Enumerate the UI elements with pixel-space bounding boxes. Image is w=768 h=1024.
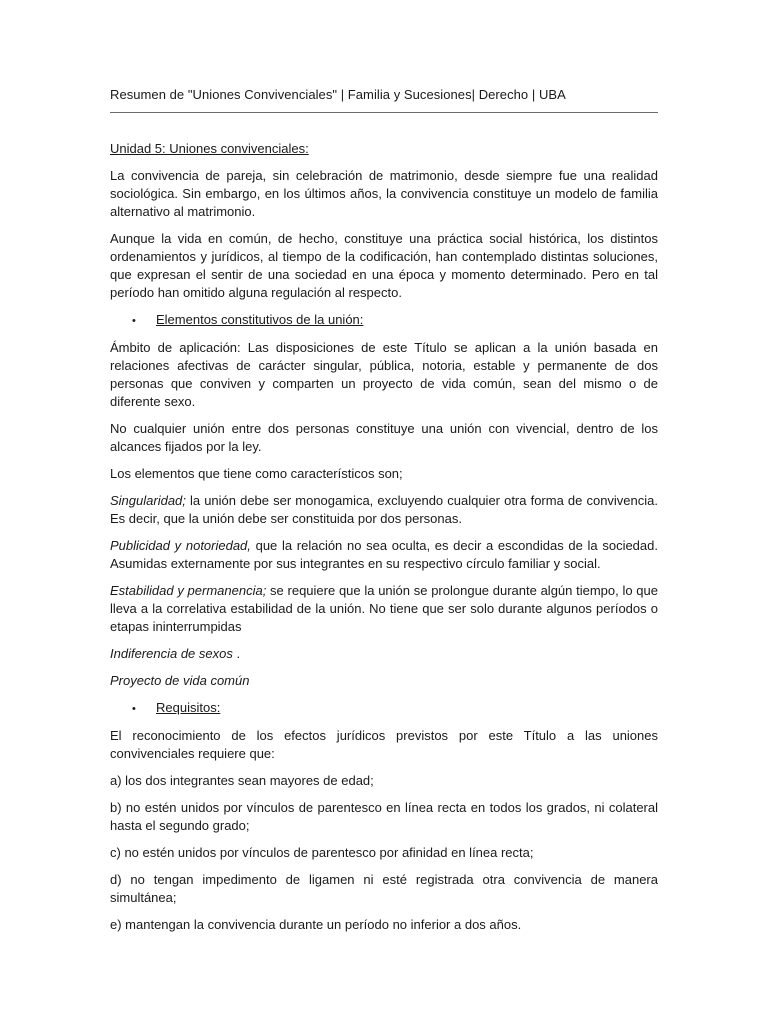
document-body <box>110 140 658 943</box>
publicidad-text: que la relación no sea oculta, es decir a escondidas de la sociedad. Asumidas externamente por sus integrantes en su respectivo círculo familiar y social. <box>110 538 658 571</box>
estabilidad-text: se requiere que la unión se prolongue durante algún tiempo, lo que lleva a la correlativa estabilidad de la unión. No tiene que ser solo durante algunos períodos o etapas ininterrumpidas <box>110 583 659 634</box>
indiferencia-term: Indiferencia de sexos <box>110 646 233 661</box>
proyecto-term: Proyecto de vida común <box>110 673 250 688</box>
requisito-b: b) no estén unidos por vínculos de parentesco en línea recta en todos los grados, ni colateral hasta el segundo grado; <box>110 800 658 833</box>
page-header: Resumen de "Uniones Convivenciales" | Familia y Sucesiones| Derecho | UBA <box>110 87 566 102</box>
requisito-c: c) no estén unidos por vínculos de parentesco por afinidad en línea recta; <box>110 845 534 860</box>
ambito-paragraph: Ámbito de aplicación: Las disposiciones de este Título se aplican a la unión basada en relaciones afectivas de carácter singular, pública, notoria, estable y permanente de dos personas que conviven y comparten un proyecto de vida común, sean del mismo o de diferente sexo. <box>110 340 658 409</box>
intro-paragraph-2: Aunque la vida en común, de hecho, constituye una práctica social histórica, los distintos ordenamientos y jurídicos, al tiempo de la codificación, han contemplado distintas soluciones, que expresan el sentir de una sociedad en una época y momento determinado. Pero en tal período han omitido alguna regulación al respecto. <box>110 231 658 300</box>
elementos-heading <box>110 311 658 330</box>
requisitos-heading <box>110 699 658 718</box>
bullet-icon: • <box>132 315 136 327</box>
proyecto-paragraph <box>110 672 658 690</box>
estabilidad-term: Estabilidad y permanencia; <box>110 583 267 598</box>
header-divider <box>110 112 658 113</box>
bullet-icon: • <box>132 703 136 715</box>
requisitos-heading-text: Requisitos: <box>156 700 221 715</box>
estabilidad-paragraph <box>110 582 658 636</box>
unit-title <box>110 140 658 158</box>
publicidad-term: Publicidad y notoriedad, <box>110 538 251 553</box>
publicidad-paragraph <box>110 537 658 573</box>
requisito-e: e) mantengan la convivencia durante un período no inferior a dos años. <box>110 917 522 932</box>
indiferencia-suffix: . <box>232 646 241 661</box>
indiferencia-paragraph <box>110 645 658 663</box>
cualquier-union-paragraph: No cualquier unión entre dos personas constituye una unión con vivencial, dentro de los alcances fijados por la ley. <box>110 421 658 454</box>
singularidad-term: Singularidad; <box>110 493 186 508</box>
requisito-a: a) los dos integrantes sean mayores de edad; <box>110 773 374 788</box>
intro-paragraph-1: La convivencia de pareja, sin celebración de matrimonio, desde siempre fue una realidad sociológica. Sin embargo, en los últimos años, la convivencia constituye un modelo de familia alternativo al matrimonio. <box>110 168 658 219</box>
singularidad-paragraph <box>110 492 658 528</box>
singularidad-text: la unión debe ser monogamica, excluyendo cualquier otra forma de convivencia. Es decir, que la unión debe ser constituida por dos personas. <box>110 493 658 526</box>
unit-title-text: Unidad 5: Uniones convivenciales: <box>110 141 309 156</box>
elementos-heading-text: Elementos constitutivos de la unión: <box>156 312 364 327</box>
requisito-d: d) no tengan impedimento de ligamen ni esté registrada otra convivencia de manera simultánea; <box>110 872 658 905</box>
requisitos-intro-paragraph: El reconocimiento de los efectos jurídicos previstos por este Título a las uniones convivenciales requiere que: <box>110 728 658 761</box>
elementos-intro-paragraph: Los elementos que tiene como característicos son; <box>110 466 403 481</box>
